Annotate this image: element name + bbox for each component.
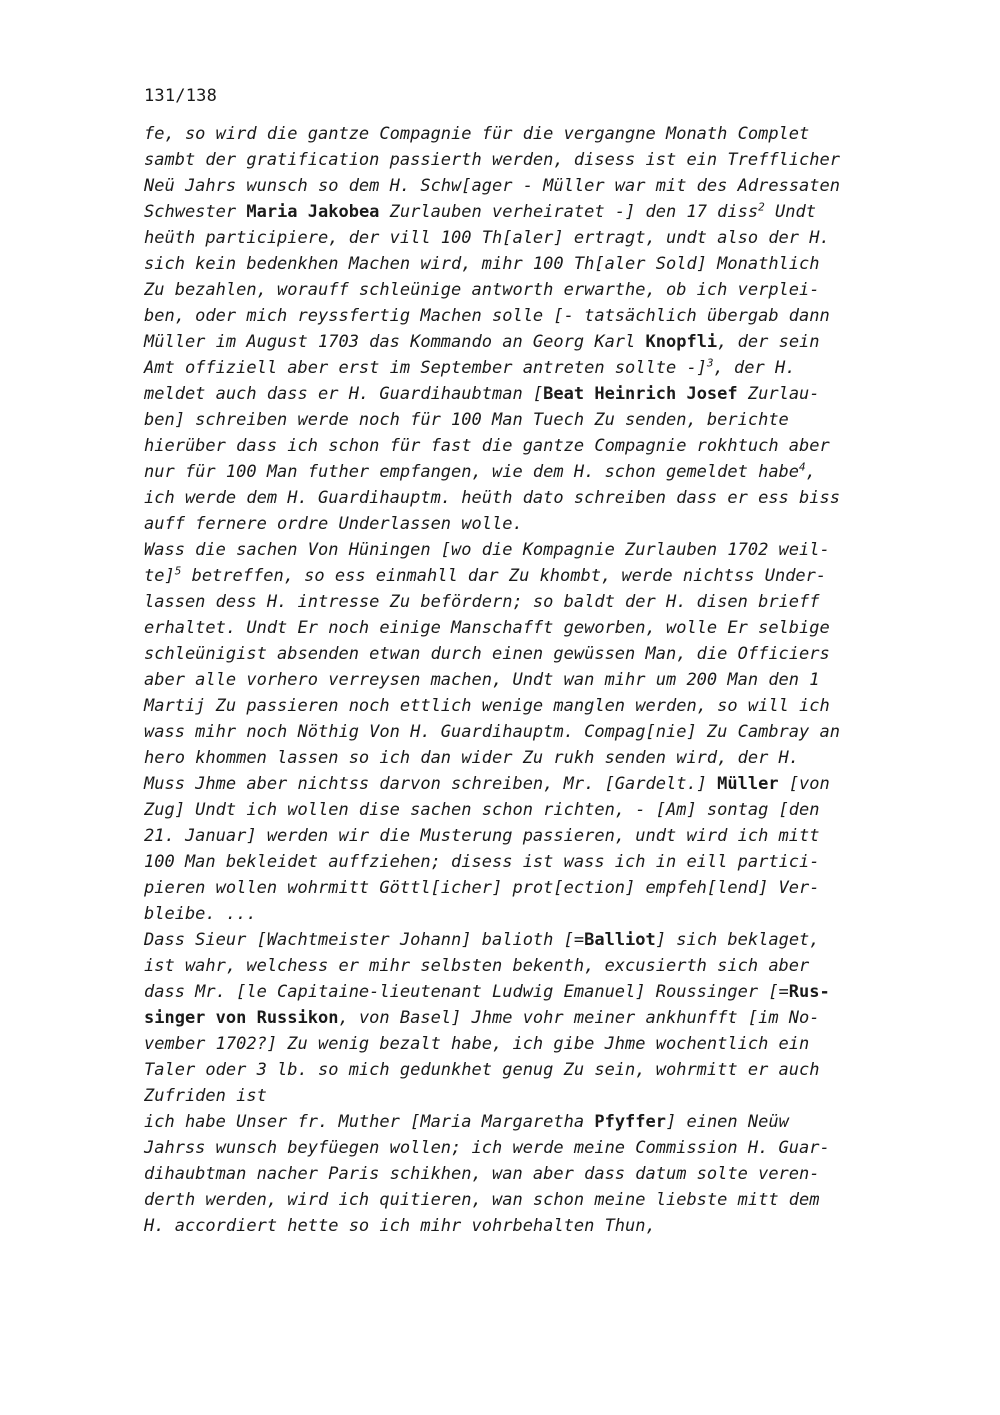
text-segment: wass mihr noch Nöthig Von H. Guardihauptm. Compag[nie] Zu Cambray an — [144, 722, 840, 742]
text-segment: , der H. — [713, 358, 796, 378]
text-segment: , von Basel] Jhme vohr meiner ankhunfft [im No- — [338, 1008, 820, 1028]
text-line — [144, 1057, 934, 1083]
footnote-marker: 5 — [174, 564, 182, 578]
text-segment: betreffen, so ess einmahll dar Zu khombt, werde nichtss Under- — [181, 566, 827, 586]
text-segment: ich werde dem H. Guardihauptm. heüth dato schreiben dass er ess biss — [144, 488, 840, 508]
text-segment: Neü Jahrs wunsch so dem H. Schw[ager - Müller war mit des Adressaten — [144, 176, 840, 196]
text-line — [144, 771, 934, 797]
text-segment: [von — [778, 774, 830, 794]
text-line — [144, 173, 934, 199]
text-line — [144, 797, 934, 823]
text-line — [144, 303, 934, 329]
text-line — [144, 693, 934, 719]
text-segment: auff fernere ordre Underlassen wolle. — [144, 514, 523, 534]
text-segment: vember 1702?] Zu wenig bezalt habe, ich gibe Jhme wochentlich ein — [144, 1034, 810, 1054]
text-segment: bleibe. ... — [144, 904, 257, 924]
text-segment: hierüber dass ich schon für fast die gantze Compagnie rokhtuch aber — [144, 436, 830, 456]
text-line — [144, 589, 934, 615]
text-line — [144, 901, 934, 927]
text-segment: fe, so wird die gantze Compagnie für die vergangne Monath Complet — [144, 124, 810, 144]
text-segment: , der sein — [717, 332, 820, 352]
text-segment: Wass die sachen Von Hüningen [wo die Kompagnie Zurlauben 1702 weil- — [144, 540, 830, 560]
person-name: Rus- — [788, 982, 830, 1002]
person-name: Beat Heinrich Josef — [543, 384, 738, 404]
text-line — [144, 979, 934, 1005]
text-line — [144, 927, 934, 953]
text-line — [144, 355, 934, 381]
text-segment: Zurlau- — [737, 384, 820, 404]
text-segment: nur für 100 Man futher empfangen, wie dem H. schon gemeldet habe — [144, 462, 800, 482]
page-number: 131/138 — [144, 86, 218, 106]
text-line — [144, 719, 934, 745]
text-segment: Zu bezahlen, worauff schleünige antworth erwarthe, ob ich verplei- — [144, 280, 820, 300]
text-line — [144, 1109, 934, 1135]
text-segment: lassen dess H. intresse Zu befördern; so baldt der H. disen brieff — [144, 592, 820, 612]
person-name: Maria Jakobea — [246, 202, 380, 222]
text-segment: ist wahr, welchess er mihr selbsten bekenth, excusierth sich aber — [144, 956, 810, 976]
text-segment: Martij Zu passieren noch ettlich wenige manglen werden, so will ich — [144, 696, 830, 716]
text-line — [144, 329, 934, 355]
text-segment: ben] schreiben werde noch für 100 Man Tuech Zu senden, berichte — [144, 410, 789, 430]
text-line — [144, 1083, 934, 1109]
text-line — [144, 407, 934, 433]
text-segment: Zug] Undt ich wollen dise sachen schon richten, - [Am] sontag [den — [144, 800, 820, 820]
text-segment: 21. Januar] werden wir die Musterung passieren, undt wird ich mitt — [144, 826, 820, 846]
text-line — [144, 433, 934, 459]
text-line — [144, 1005, 934, 1031]
text-segment: Taler oder 3 lb. so mich gedunkhet genug Zu sein, wohrmitt er auch — [144, 1060, 820, 1080]
text-segment: heüth participiere, der vill 100 Th[aler] ertragt, undt also der H. — [144, 228, 830, 248]
person-name: Müller — [717, 774, 779, 794]
letter-transcription — [144, 121, 934, 1239]
text-segment: dass Mr. [le Capitaine-lieutenant Ludwig Emanuel] Roussinger [= — [144, 982, 789, 1002]
text-line — [144, 537, 934, 563]
text-line — [144, 1213, 934, 1239]
text-segment: Undt — [764, 202, 816, 222]
text-line — [144, 1161, 934, 1187]
person-name: singer von Russikon — [144, 1008, 339, 1028]
text-segment: , — [805, 462, 816, 482]
text-segment: Amt offiziell aber erst im September antreten sollte -] — [144, 358, 707, 378]
text-segment: hero khommen lassen so ich dan wider Zu rukh senden wird, der H. — [144, 748, 800, 768]
text-line — [144, 199, 934, 225]
text-segment: Dass Sieur [Wachtmeister Johann] balioth [= — [144, 930, 585, 950]
text-line — [144, 615, 934, 641]
text-line — [144, 277, 934, 303]
text-segment: meldet auch dass er H. Guardihaubtman [ — [144, 384, 544, 404]
text-segment: Zufriden ist — [144, 1086, 267, 1106]
text-line — [144, 641, 934, 667]
text-segment: sambt der gratification passierth werden, disess ist ein Trefflicher — [144, 150, 840, 170]
text-segment: Muss Jhme aber nichtss darvon schreiben, Mr. [Gardelt.] — [144, 774, 718, 794]
text-segment: 100 Man bekleidet auffziehen; disess ist wass ich in eill partici- — [144, 852, 820, 872]
text-segment: ] einen Neüw — [666, 1112, 789, 1132]
footnote-marker: 4 — [799, 460, 806, 474]
text-line — [144, 849, 934, 875]
person-name: Knopfli — [645, 332, 718, 352]
text-line — [144, 823, 934, 849]
text-segment: Müller im August 1703 das Kommando an Georg Karl — [144, 332, 646, 352]
text-line — [144, 875, 934, 901]
text-line — [144, 745, 934, 771]
text-line — [144, 563, 934, 589]
text-line — [144, 147, 934, 173]
footnote-marker: 2 — [758, 200, 765, 214]
text-line — [144, 381, 934, 407]
text-line — [144, 459, 934, 485]
text-line — [144, 1187, 934, 1213]
text-segment: aber alle vorhero verreysen machen, Undt wan mihr um 200 Man den 1 — [144, 670, 820, 690]
footnote-marker: 3 — [706, 356, 714, 370]
text-segment: pieren wollen wohrmitt Göttl[icher] prot[ection] empfeh[lend] Ver- — [144, 878, 820, 898]
text-line — [144, 251, 934, 277]
text-segment: derth werden, wird ich quitieren, wan schon meine liebste mitt dem — [144, 1190, 820, 1210]
text-line — [144, 1031, 934, 1057]
text-line — [144, 511, 934, 537]
text-segment: Jahrss wunsch beyfüegen wollen; ich werde meine Commission H. Guar- — [144, 1138, 830, 1158]
text-segment: schleünigist absenden etwan durch einen gewüssen Man, die Officiers — [144, 644, 830, 664]
text-segment: ] sich beklaget, — [655, 930, 820, 950]
text-segment: ben, oder mich reyssfertig Machen solle [- tatsächlich übergab dann — [144, 306, 830, 326]
text-segment: ich habe Unser fr. Muther [Maria Margaretha — [144, 1112, 595, 1132]
text-line — [144, 121, 934, 147]
person-name: Balliot — [584, 930, 656, 950]
text-segment: te] — [144, 566, 175, 586]
text-segment: H. accordiert hette so ich mihr vohrbehalten Thun, — [144, 1216, 656, 1236]
text-segment: sich kein bedenkhen Machen wird, mihr 100 Th[aler Sold] Monathlich — [144, 254, 820, 274]
person-name: Pfyffer — [594, 1112, 666, 1132]
text-segment: Zurlauben verheiratet -] den 17 diss — [379, 202, 759, 222]
text-segment: Schwester — [144, 202, 247, 222]
text-line — [144, 225, 934, 251]
text-line — [144, 1135, 934, 1161]
text-line — [144, 667, 934, 693]
text-segment: erhaltet. Undt Er noch einige Manschafft geworben, wolle Er selbige — [144, 618, 830, 638]
text-line — [144, 953, 934, 979]
text-line — [144, 485, 934, 511]
text-segment: dihaubtman nacher Paris schikhen, wan aber dass datum solte veren- — [144, 1164, 820, 1184]
